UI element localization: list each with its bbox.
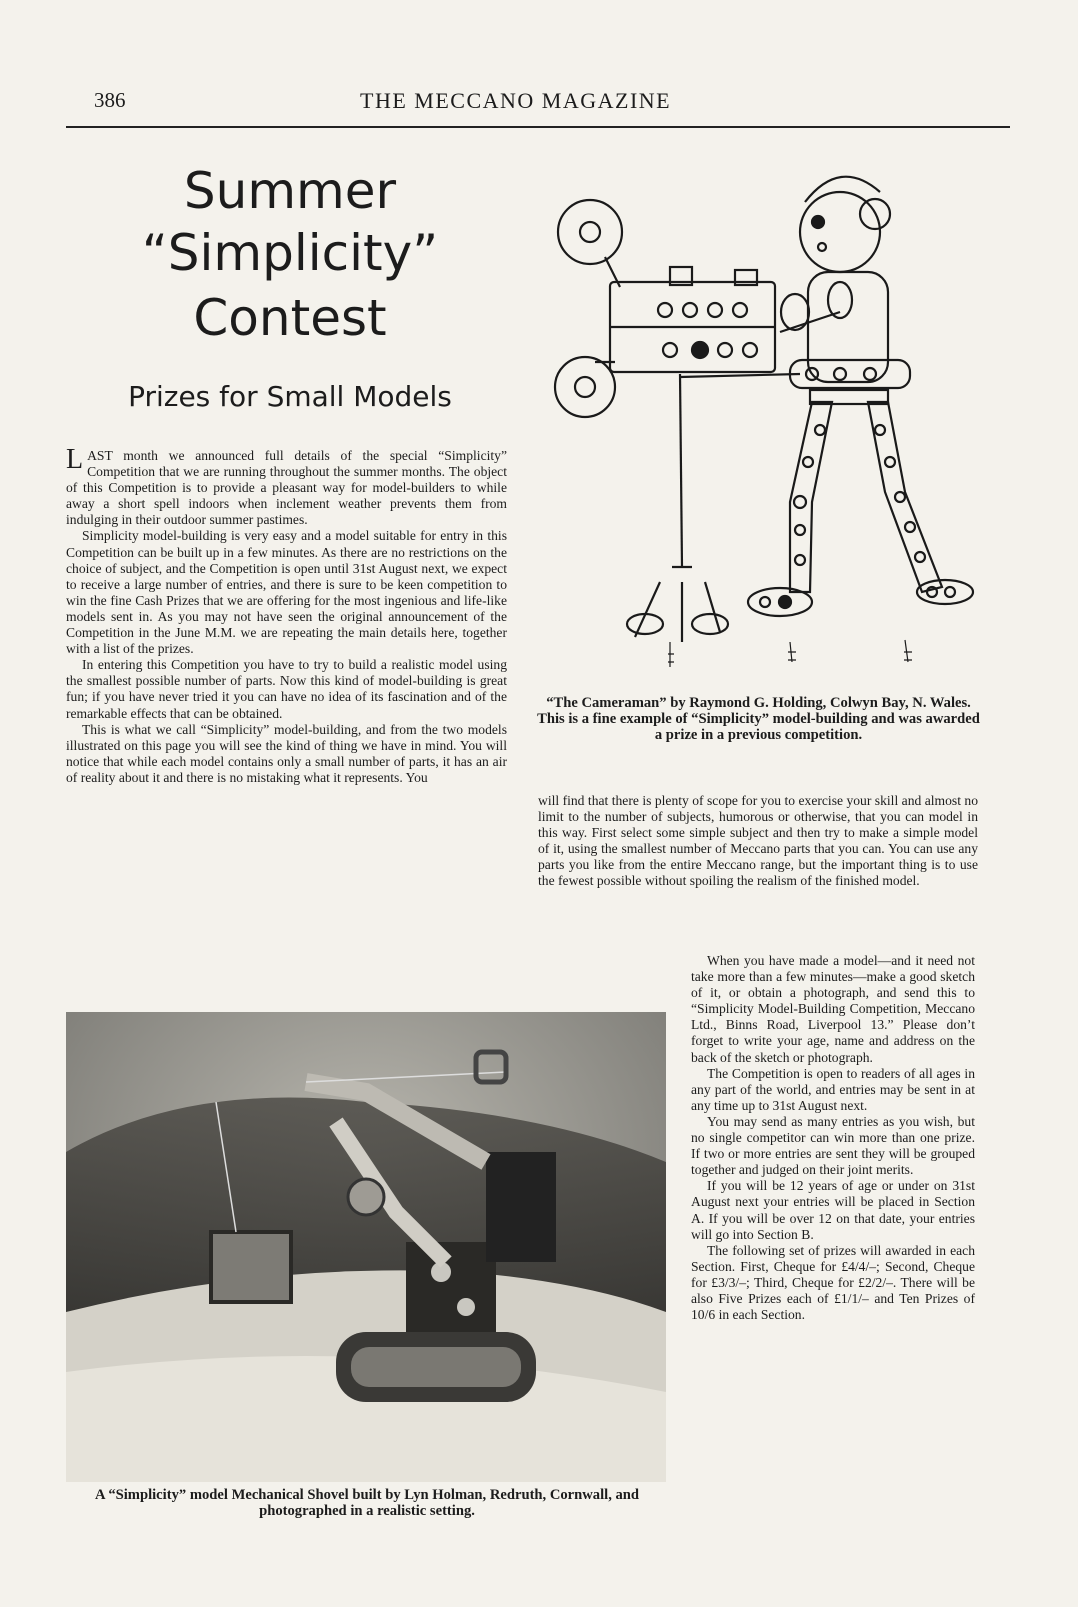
photo-caption: A “Simplicity” model Mechanical Shovel built by Lyn Holman, Redruth, Cornwall, and photographed in a realistic setting.: [94, 1487, 640, 1519]
header-rule: [66, 126, 1010, 128]
page-number: 386: [94, 88, 126, 112]
column-2: [538, 793, 978, 890]
paragraph: The Competition is open to readers of all ages in any part of the world, and entries may be sent in at any time up to 31st August next.: [691, 1065, 975, 1113]
article-subtitle: Prizes for Small Models: [128, 380, 452, 413]
paragraph: LAST month we announced full details of the special “Simplicity” Competition that we are running throughout the summer months. The object of this Competition is to provide a pleasant way for model-builders to while away a short spell indoors when inclement weather prevents them from indulging in their outdoor summer pastimes.: [66, 444, 507, 528]
paragraph: You may send as many entries as you wish, but no single competitor can win more than one prize. If two or more entries are sent they will be grouped together and judged on their joint merits.: [691, 1113, 975, 1178]
paragraph: If you will be 12 years of age or under on 31st August next your entries will be placed in Section A. If you will be over 12 on that date, your entries will go into Section B.: [691, 1178, 975, 1242]
article-title-line-1: Summer: [183, 162, 397, 220]
article-title-line-2: “Simplicity”: [141, 224, 439, 282]
running-title: THE MECCANO MAGAZINE: [360, 88, 672, 113]
paragraph: will find that there is plenty of scope for you to exercise your skill and almost no limit to the number of subjects, humorous or otherwise, that you can model in this way. First select some simple subject and then try to make a simple model of it, using the smallest number of Meccano parts that you can. You can use any parts you like from the entire Meccano range, but the important thing is to use the fewest possible without spoiling the realism of the finished model.: [538, 793, 978, 889]
paragraph: The following set of prizes will awarded in each Section. First, Cheque for £4/4/–; Second, Cheque for £3/3/–; Third, Cheque for £2/2/–. There will be also Five Prizes each of £1/1/– and Ten Prizes of 10/6 in each Section.: [691, 1242, 975, 1323]
paragraph: Simplicity model-building is very easy and a model suitable for entry in this Competition can be built up in a few minutes. As there are no restrictions on the choice of subject, and the Competition is open until 31st August next, we expect to receive a large number of entries, and there is sure to be keen competition to win the fine Cash Prizes that we are offering for the most ingenious and life-like models sent in. As you may not have seen the original announcement of the Competition in the June M.M. we are repeating the main details here, together with a list of the prizes.: [66, 528, 507, 657]
paragraph: When you have made a model—and it need not take more than a few minutes—make a good sketch of it, or obtain a photograph, and send this to “Simplicity Model-Building Competition, Meccano Ltd., Binns Road, Liverpool 13.” Please don’t forget to write your age, name and address on the back of the sketch or photograph.: [691, 953, 975, 1065]
drop-cap: L: [66, 444, 84, 475]
mechanical-shovel-photo: [66, 1012, 666, 1482]
head: [800, 192, 880, 272]
cameraman-sketch: [550, 162, 990, 707]
column-3: [691, 953, 975, 1323]
sketch-caption: “The Cameraman” by Raymond G. Holding, Colwyn Bay, N. Wales. This is a fine example of “Simplicity” model-building and was awarded a prize in a previous competition.: [537, 695, 980, 743]
paragraph: In entering this Competition you have to try to build a realistic model using the smallest possible number of parts. Now this kind of model-building is great fun; if you have never tried it you can have no idea of its fascination and of the remarkable effects that can be obtained.: [66, 657, 507, 721]
paragraph: This is what we call “Simplicity” model-building, and from the two models illustrated on this page you will see the kind of thing we have in mind. You will notice that while each model contains only a small number of parts, it has an air of reality about it and there is no mistaking what it represents. You: [66, 721, 507, 785]
article-title-line-3: Contest: [193, 289, 387, 347]
column-1: [66, 444, 507, 786]
